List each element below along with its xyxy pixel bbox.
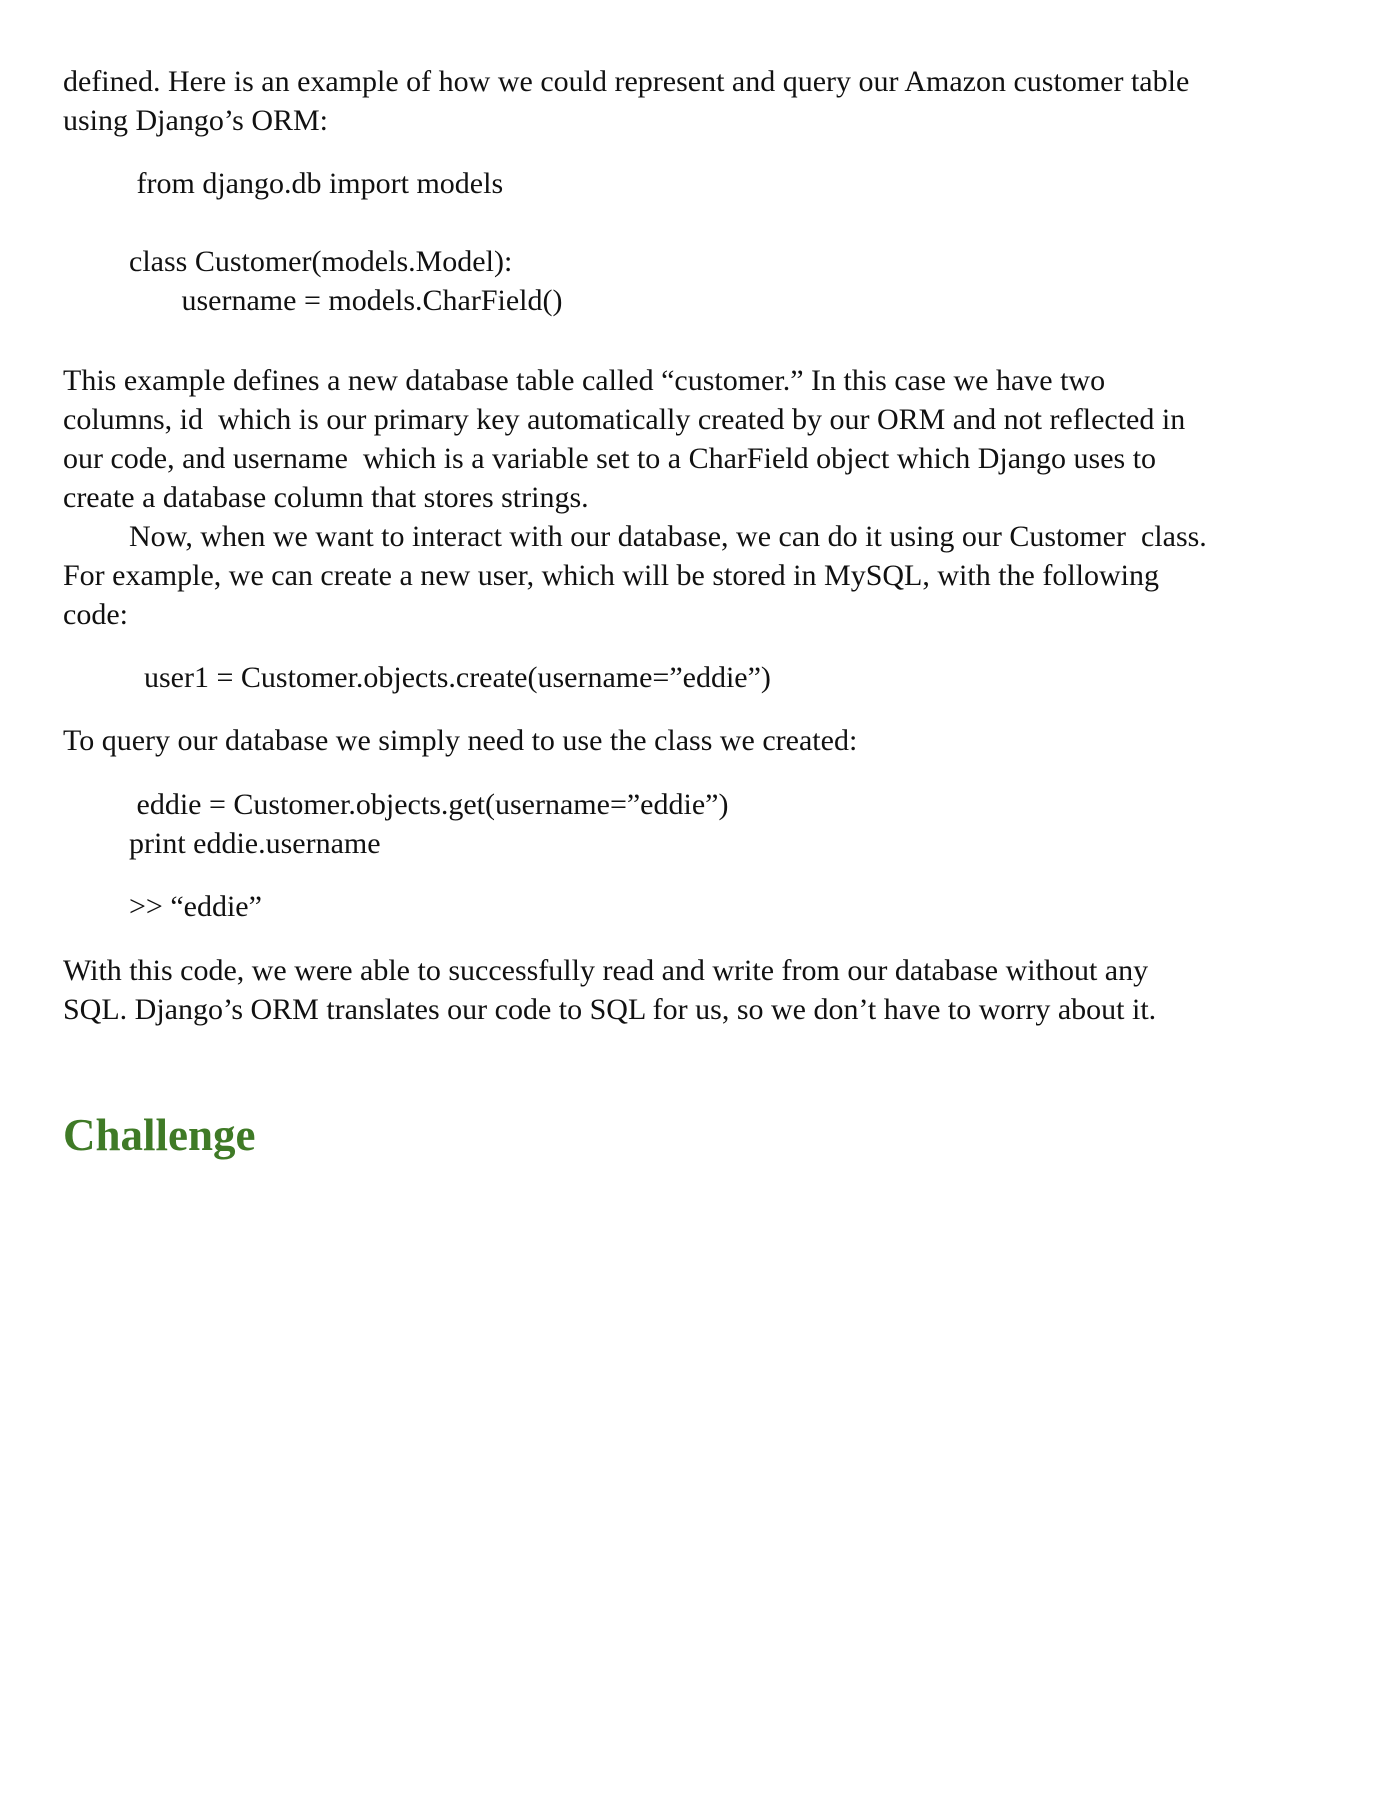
explain-line-1: This example defines a new database table called “customer.” In this case we have two xyxy=(63,364,1106,397)
explain-line-2: columns, id which is our primary key automatically created by our ORM and not reflected in xyxy=(63,403,1186,436)
code-import-line: from django.db import models xyxy=(129,167,504,200)
explain-line-3: our code, and username which is a variable set to a CharField object which Django uses to xyxy=(63,442,1157,475)
code-field-line: username = models.CharField() xyxy=(129,284,563,317)
explain-line-6: For example, we can create a new user, which will be stored in MySQL, with the following xyxy=(63,559,1160,592)
section-heading-challenge: Challenge xyxy=(63,1110,256,1160)
code-output-line: >> “eddie” xyxy=(129,890,262,923)
code-create-line: user1 = Customer.objects.create(username=”eddie”) xyxy=(129,661,771,694)
conclusion-line-1: With this code, we were able to successfully read and write from our database without any xyxy=(63,954,1149,987)
conclusion-line-2: SQL. Django’s ORM translates our code to SQL for us, so we don’t have to worry about it. xyxy=(63,993,1157,1026)
explain-line-4: create a database column that stores strings. xyxy=(63,481,589,514)
explain-line-7: code: xyxy=(63,598,128,631)
code-class-line: class Customer(models.Model): xyxy=(129,245,513,278)
query-intro-line: To query our database we simply need to use the class we created: xyxy=(63,724,858,757)
intro-line-1: defined. Here is an example of how we could represent and query our Amazon customer table xyxy=(63,65,1190,98)
explain-line-5: Now, when we want to interact with our database, we can do it using our Customer class. xyxy=(129,520,1207,553)
code-query-line: eddie = Customer.objects.get(username=”eddie”) xyxy=(129,788,729,821)
intro-line-2: using Django’s ORM: xyxy=(63,104,329,137)
code-print-line: print eddie.username xyxy=(129,827,381,860)
